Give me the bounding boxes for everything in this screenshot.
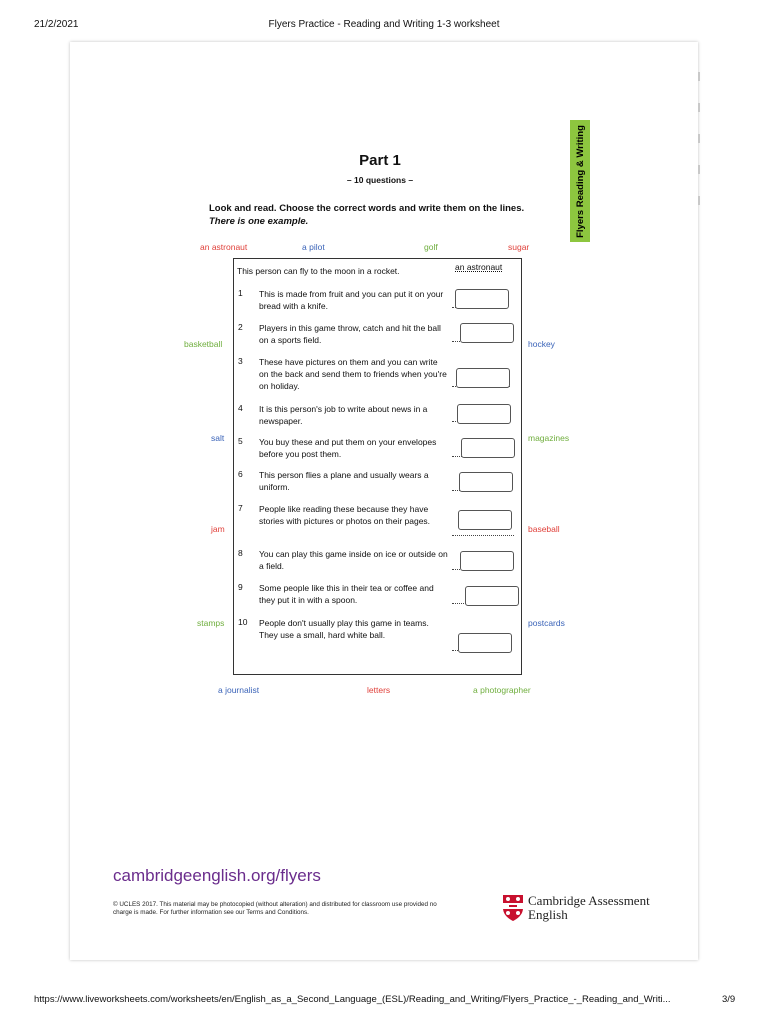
question-number: 10 [238,617,248,627]
word-hockey: hockey [528,339,555,349]
question-number: 2 [238,322,243,332]
word-pilot: a pilot [302,242,325,252]
word-stamps: stamps [197,618,225,628]
question-text: This person flies a plane and usually wears a uniform. [259,470,429,492]
word-sugar: sugar [508,242,530,252]
instructions [209,202,569,228]
word-postcards: postcards [528,618,565,628]
brand-name [528,894,650,922]
word-basketball: basketball [184,339,223,349]
word-baseball: baseball [528,524,560,534]
word-journalist: a journalist [218,685,260,695]
answer-input-5[interactable] [461,438,515,458]
answer-input-3[interactable] [456,368,510,388]
part-subtitle: – 10 questions – [346,175,414,185]
word-letters: letters [367,685,391,695]
answer-input-4[interactable] [457,404,511,424]
page-edge-marks [698,72,702,227]
side-tab-label: Flyers Reading & Writing [574,124,586,238]
question-text: You buy these and put them on your envelopes before you post them. [259,437,437,459]
question-number: 9 [238,582,243,592]
answer-input-7[interactable] [458,510,512,530]
answer-input-9[interactable] [465,586,519,606]
question-text: It is this person's job to write about news in a newspaper. [259,404,428,426]
word-photographer: a photographer [473,685,531,695]
question-number: 5 [238,436,243,446]
print-header [0,0,768,40]
example-answer: an astronaut [455,262,503,272]
question-number: 4 [238,403,243,413]
answer-line [452,341,460,342]
question-text: These have pictures on them and you can write on the back and send them to friends when you're on holiday. [259,357,447,391]
print-title: Flyers Practice - Reading and Writing 1-3 worksheet [268,19,500,30]
question-number: 1 [238,288,243,298]
answer-line [452,569,460,570]
question-text: This is made from fruit and you can put it on your bread with a knife. [259,289,444,311]
part-title: Part 1 [359,152,401,169]
brand-line: English [528,907,568,922]
instruction-example-note: There is one example. [209,216,309,227]
word-golf: golf [424,242,438,252]
question-number: 7 [238,503,243,513]
print-date: 21/2/2021 [34,19,79,30]
question-number: 6 [238,469,243,479]
question-text: You can play this game inside on ice or outside on a field. [259,549,448,571]
answer-line [452,603,466,604]
example-question: This person can fly to the moon in a rocket. [237,266,400,276]
answer-input-2[interactable] [460,323,514,343]
question-text: People like reading these because they have stories with pictures or photos on their pages. [259,504,431,526]
question-number: 3 [238,356,243,366]
website-link[interactable]: cambridgeenglish.org/flyers [113,866,321,885]
word-astronaut: an astronaut [200,242,248,252]
brand-line: Cambridge Assessment [528,893,650,908]
question-box [233,258,522,675]
question-number: 8 [238,548,243,558]
question-text: Players in this game throw, catch and hit the ball on a sports field. [259,323,441,345]
answer-input-10[interactable] [458,633,512,653]
word-salt: salt [211,433,225,443]
page-number: 3/9 [722,994,736,1005]
answer-line [452,535,514,536]
copyright-notice: © UCLES 2017. This material may be photocopied (without alteration) and distributed for classroom use provided no charge is made. For further information see our Terms and Conditions. [113,901,437,916]
answer-input-6[interactable] [459,472,513,492]
word-jam: jam [211,524,225,534]
cambridge-crest-icon [502,894,524,922]
page-url: https://www.liveworksheets.com/worksheets/en/English_as_a_Second_Language_(ESL)/Reading_and_Writing/Flyers_Practice_-_Reading_and_Writi... [34,994,671,1005]
side-tab [570,120,590,242]
answer-input-1[interactable] [455,289,509,309]
question-text: People don't usually play this game in teams. They use a small, hard white ball. [259,618,429,640]
word-magazines: magazines [528,433,570,443]
answer-input-8[interactable] [460,551,514,571]
question-text: Some people like this in their tea or coffee and they put it in with a spoon. [259,583,434,605]
instruction-line: Look and read. Choose the correct words and write them on the lines. [209,203,525,214]
